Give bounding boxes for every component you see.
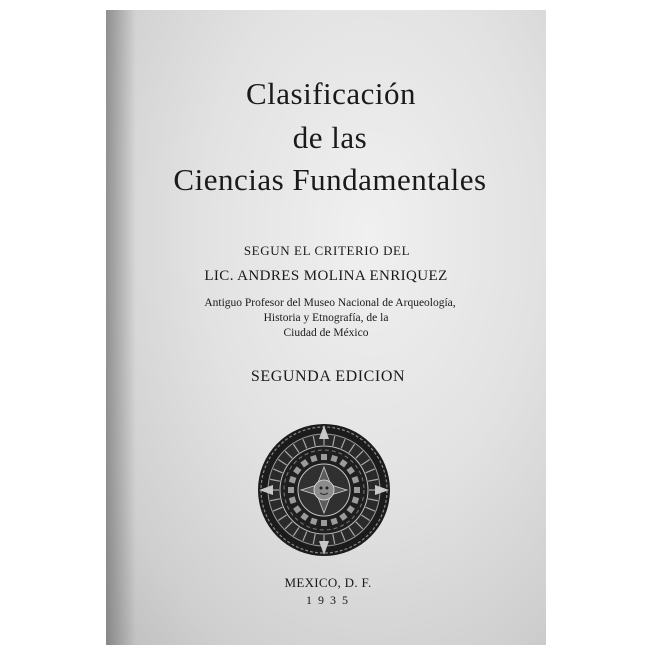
imprint-year: 1935 (306, 593, 354, 607)
affiliation-line-1: Antiguo Profesor del Museo Nacional de Arqueología, (204, 297, 456, 309)
aztec-calendar-stone-icon (257, 423, 391, 557)
title-line-2: de las (292, 120, 368, 155)
affiliation-line-2: Historia y Etnografía, de la (263, 312, 389, 324)
author-name: LIC. ANDRES MOLINA ENRIQUEZ (204, 268, 448, 284)
title-page (106, 10, 546, 645)
affiliation-line-3: Ciudad de México (283, 327, 369, 339)
title-line-3: Ciencias Fundamentales (173, 162, 487, 197)
title-line-1: Clasificación (245, 76, 417, 111)
edition-label: SEGUNDA EDICION (250, 368, 406, 385)
criterion-line: SEGUN EL CRITERIO DEL (243, 243, 411, 258)
imprint-place: MEXICO, D. F. (284, 575, 372, 590)
